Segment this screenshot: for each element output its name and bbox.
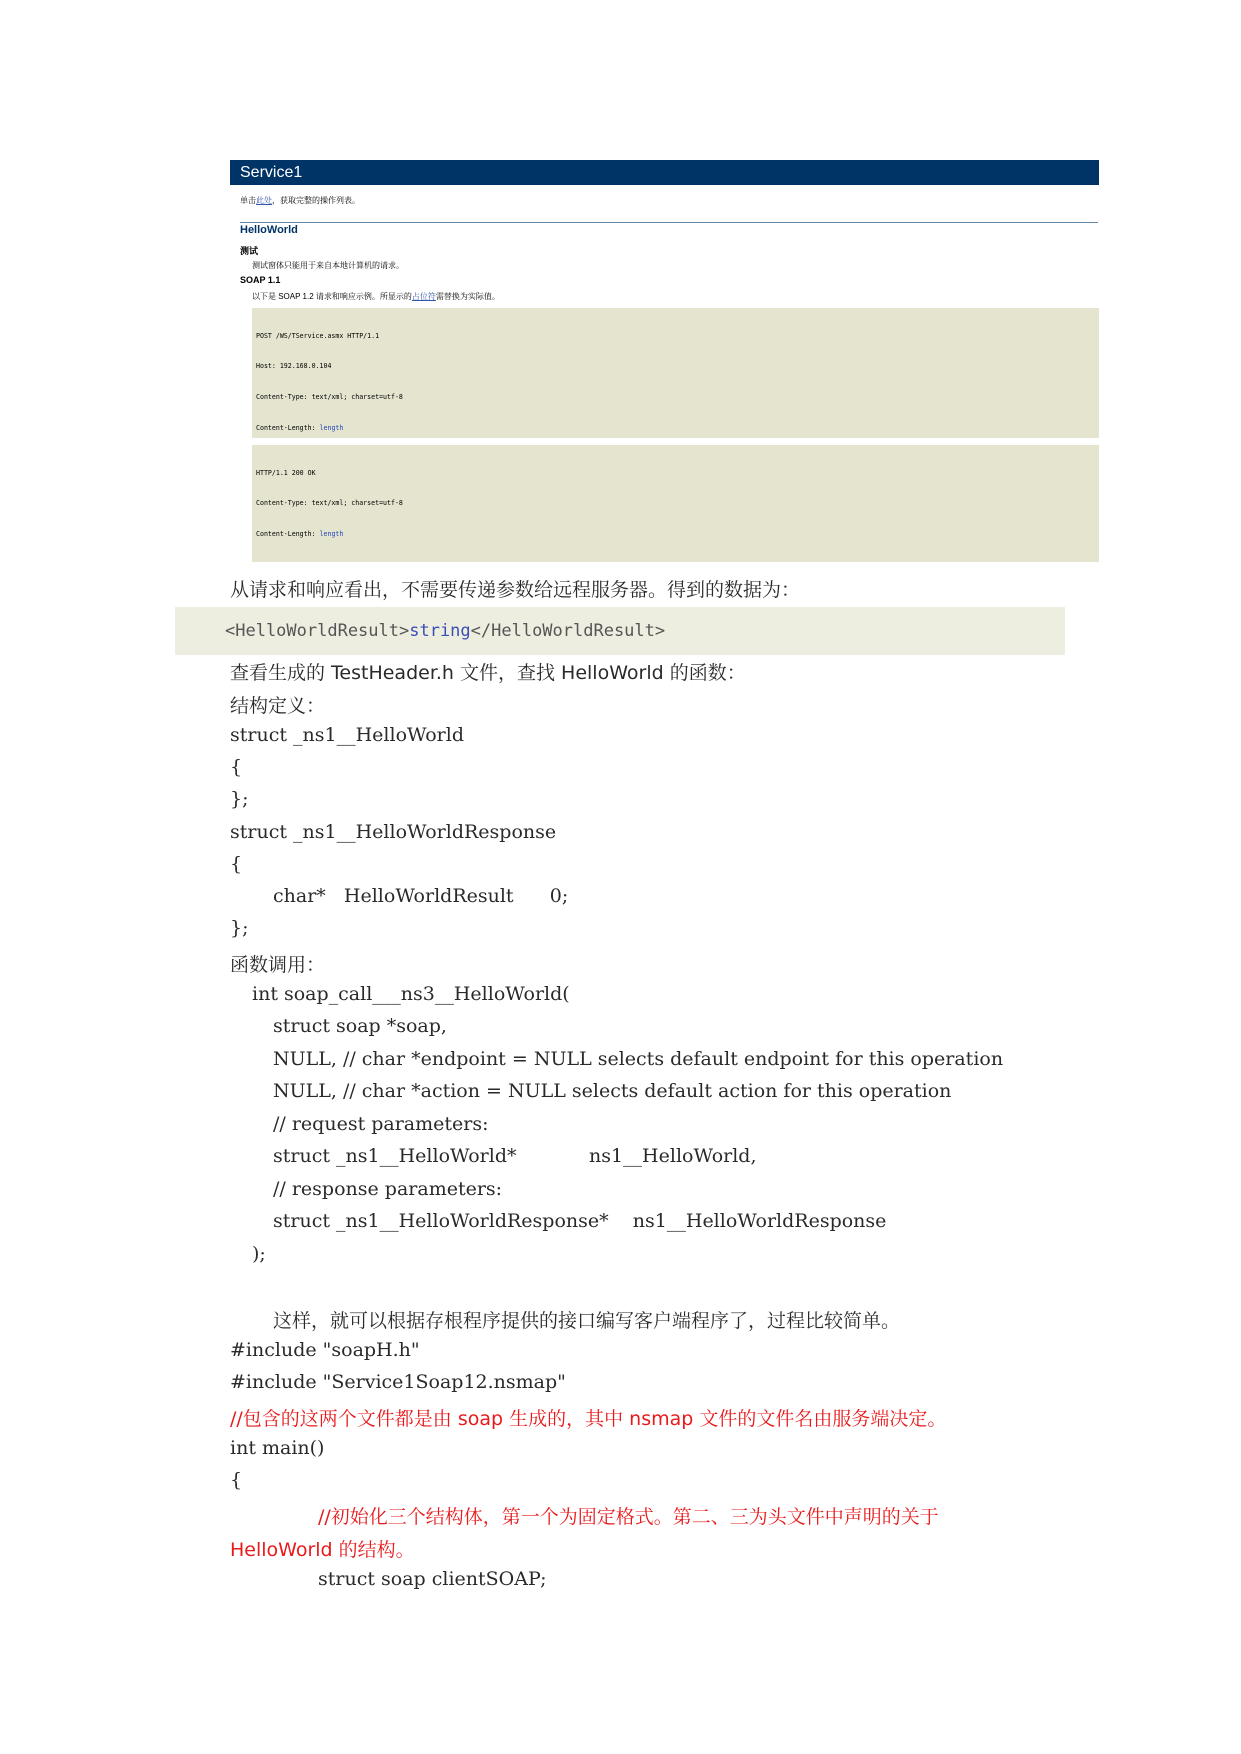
include-soaph: #include "soapH.h"	[230, 1339, 420, 1361]
test-note: 测试窗体只能用于来自本地计算机的请求。	[252, 261, 404, 270]
client-soap-decl: struct soap clientSOAP;	[318, 1568, 547, 1590]
content-length-line-2: Content-Length: length	[256, 530, 344, 539]
operations-list-link[interactable]: 此处	[256, 196, 272, 205]
struct-member: char* HelloWorldResult 0;	[273, 885, 569, 907]
func-arg-request: struct _ns1__HelloWorld* ns1__HelloWorld,	[273, 1145, 757, 1167]
brace-close: };	[230, 788, 249, 810]
placeholder-link[interactable]: 占位符	[411, 292, 436, 301]
content-length-line: Content-Length: length	[256, 424, 344, 433]
paragraph-header-file: 查看生成的 TestHeader.h 文件，查找 HelloWorld 的函数：	[230, 662, 746, 684]
func-arg-action: NULL, // char *action = NULL selects default action for this operation	[273, 1080, 952, 1102]
brace-open: {	[230, 756, 243, 778]
comment-init-structs-cont: HelloWorld 的结构。	[230, 1539, 415, 1561]
func-comment-response: // response parameters:	[273, 1178, 503, 1200]
soap-response-box: HTTP/1.1 200 OK Content-Type: text/xml; charset=utf-8 Content-Length: length	[252, 445, 1099, 562]
struct-helloworld: struct _ns1__HelloWorld	[230, 724, 465, 746]
soap-request-box: POST /WS/TService.asmx HTTP/1.1 Host: 192.168.0.104 Content-Type: text/xml; charset=utf-8 Content-Length: length	[252, 308, 1099, 438]
paragraph-summary: 这样，就可以根据存根程序提供的接口编写客户端程序了，过程比较简单。	[273, 1310, 901, 1332]
comment-init-structs: //初始化三个结构体，第一个为固定格式。第二、三为头文件中声明的关于	[318, 1506, 939, 1528]
test-heading: 测试	[240, 246, 259, 256]
section-struct-def: 结构定义：	[230, 695, 326, 717]
func-signature: int soap_call___ns3__HelloWorld(	[252, 983, 570, 1005]
soap-heading: SOAP 1.1	[240, 275, 281, 285]
main-brace-open: {	[230, 1469, 243, 1491]
soap-note: 以下是 SOAP 1.2 请求和响应示例。所显示的占位符需替换为实际值。	[252, 292, 500, 301]
brace-open-2: {	[230, 853, 243, 875]
include-nsmap: #include "Service1Soap12.nsmap"	[230, 1371, 566, 1393]
struct-helloworld-response: struct _ns1__HelloWorldResponse	[230, 821, 557, 843]
func-arg-response: struct _ns1__HelloWorldResponse* ns1__HelloWorldResponse	[273, 1210, 887, 1232]
divider	[240, 222, 1098, 223]
intro-text: 单击此处，获取完整的操作列表。	[240, 196, 360, 205]
section-function-call: 函数调用：	[230, 954, 326, 976]
brace-close-2: };	[230, 917, 249, 939]
service-title: Service1	[230, 160, 1099, 185]
comment-includes: //包含的这两个文件都是由 soap 生成的，其中 nsmap 文件的文件名由服务端决定。	[230, 1408, 947, 1430]
operation-name: HelloWorld	[240, 224, 298, 236]
func-comment-request: // request parameters:	[273, 1113, 489, 1135]
func-close: );	[252, 1243, 266, 1265]
result-snippet: <HelloWorldResult>string</HelloWorldResult>	[175, 607, 1065, 655]
func-arg-soap: struct soap *soap,	[273, 1015, 447, 1037]
func-arg-endpoint: NULL, // char *endpoint = NULL selects default endpoint for this operation	[273, 1048, 1004, 1070]
main-signature: int main()	[230, 1437, 325, 1459]
service-screenshot	[230, 160, 1099, 562]
paragraph-request-response: 从请求和响应看出，不需要传递参数给远程服务器。得到的数据为：	[230, 579, 801, 601]
